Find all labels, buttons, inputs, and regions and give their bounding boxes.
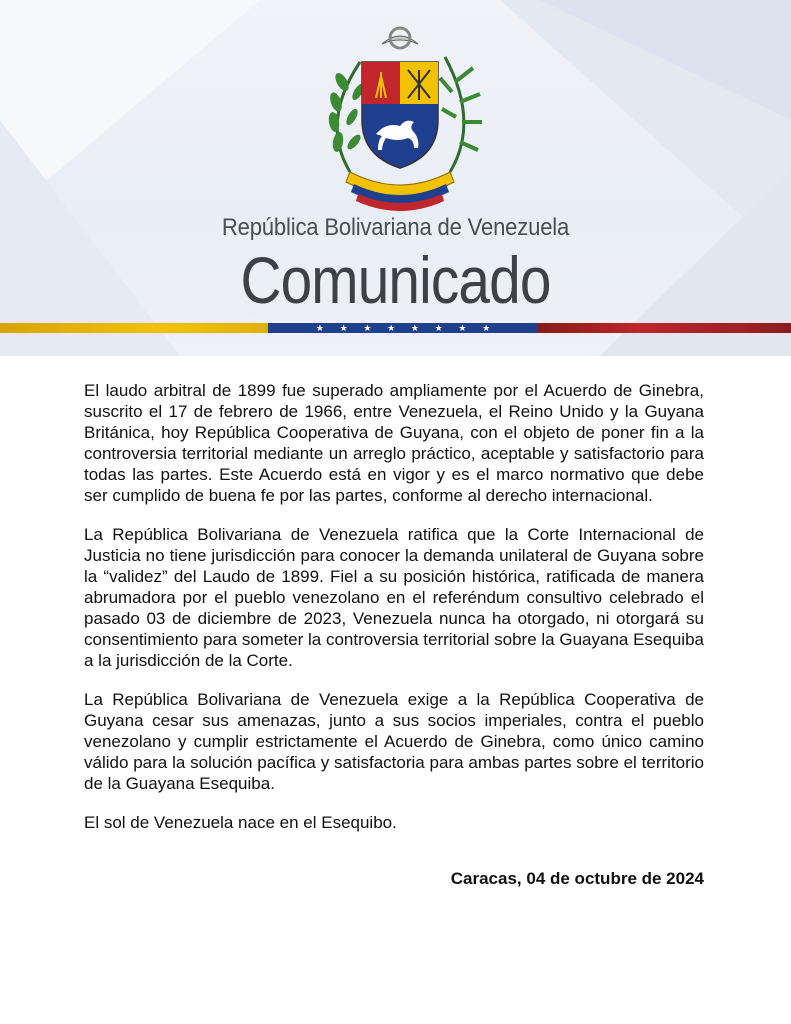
communique-body [84, 380, 704, 851]
paragraph: La República Bolivariana de Venezuela exige a la República Cooperativa de Guyana cesar sus amenazas, junto a sus socios imperiales, contra el pueblo venezolano y cumplir estrictamente el Acuerdo de Ginebra, como único camino válido para la solución pacífica y satisfactoria para ambas partes sobre el territorio de la Guayana Esequiba. [84, 690, 704, 793]
paragraph: La República Bolivariana de Venezuela ratifica que la Corte Internacional de Justicia no tiene jurisdicción para conocer la demanda unilateral de Guyana sobre la “validez” del Laudo de 1899. Fiel a su posición histórica, ratificada de manera abrumadora por el pueblo venezolano en el referéndum consultivo celebrado el pasado 03 de diciembre de 2023, Venezuela nunca ha otorgado, ni otorgará su consentimiento para someter la controversia territorial sobre la Guayana Esequiba a la jurisdicción de la Corte. [84, 525, 704, 670]
flag-blue-segment [268, 323, 538, 333]
flag-stripe [0, 323, 791, 333]
star-icon: ★ [315, 322, 324, 333]
closing-line: El sol de Venezuela nace en el Esequibo. [84, 813, 397, 832]
star-icon: ★ [458, 322, 467, 333]
dateline: Caracas, 04 de octubre de 2024 [450, 869, 704, 888]
star-icon: ★ [482, 322, 491, 333]
flag-red-segment [538, 323, 791, 333]
paragraph: El laudo arbitral de 1899 fue superado ampliamente por el Acuerdo de Ginebra, suscrito el 17 de febrero de 1966, entre Venezuela, el Reino Unido y la Guyana Británica, hoy República Cooperativa de Guyana, con el objeto de poner fin a la controversia territorial mediante un arreglo práctico, aceptable y satisfactorio para todas las partes. Este Acuerdo está en vigor y es el marco normativo que debe ser cumplido de buena fe por las partes, conforme al derecho internacional. [84, 381, 704, 505]
coat-of-arms-icon [310, 22, 490, 212]
page-title: Comunicado [240, 243, 551, 317]
header-banner [0, 0, 791, 356]
republic-name: República Bolivariana de Venezuela [221, 214, 570, 241]
flag-stars [268, 322, 538, 334]
flag-yellow-segment [0, 323, 268, 333]
star-icon: ★ [339, 322, 348, 333]
star-icon: ★ [410, 322, 419, 333]
star-icon: ★ [434, 322, 443, 333]
star-icon: ★ [387, 322, 396, 333]
star-icon: ★ [363, 322, 372, 333]
